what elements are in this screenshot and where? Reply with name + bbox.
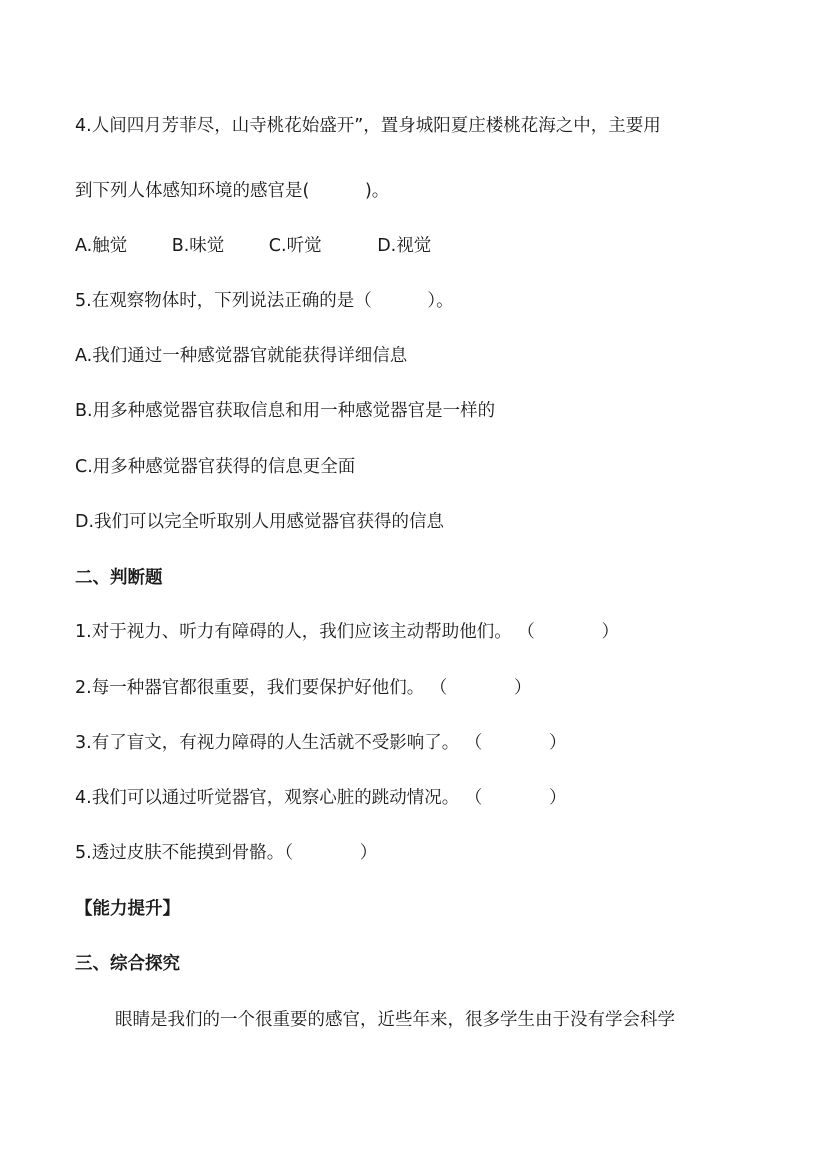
q5-option-c: C.用多种感觉器官获得的信息更全面: [75, 457, 356, 477]
q4-stem-line1: 4.人间四月芳菲尽，山寺桃花始盛开”，置身城阳夏庄楼桃花海之中，主要用: [75, 116, 661, 136]
ability-heading: 【能力提升】: [75, 899, 180, 919]
q4-options: A.触觉 B.味觉 C.听觉 D.视觉: [75, 236, 432, 256]
q5-option-d: D.我们可以完全听取别人用感觉器官获得的信息: [75, 512, 445, 532]
q5-option-b: B.用多种感觉器官获取信息和用一种感觉器官是一样的: [75, 401, 496, 421]
q5-stem: 5.在观察物体时，下列说法正确的是（ ）。: [75, 291, 454, 311]
section3-title: 三、综合探究: [75, 954, 180, 974]
judge-item-2: 2.每一种器官都很重要，我们要保护好他们。 （ ）: [75, 678, 532, 698]
section2-title: 二、判断题: [75, 568, 163, 588]
section3-paragraph: 眼睛是我们的一个很重要的感官，近些年来，很多学生由于没有学会科学: [115, 1010, 675, 1030]
q4-stem-line2: 到下列人体感知环境的感官是( )。: [75, 181, 390, 201]
judge-item-4: 4.我们可以通过听觉器官，观察心脏的跳动情况。 （ ）: [75, 788, 567, 808]
judge-item-5: 5.透过皮肤不能摸到骨骼。（ ）: [75, 843, 378, 863]
judge-item-3: 3.有了盲文，有视力障碍的人生活就不受影响了。 （ ）: [75, 733, 567, 753]
q5-option-a: A.我们通过一种感觉器官就能获得详细信息: [75, 346, 408, 366]
judge-item-1: 1.对于视力、听力有障碍的人，我们应该主动帮助他们。 （ ）: [75, 622, 620, 642]
